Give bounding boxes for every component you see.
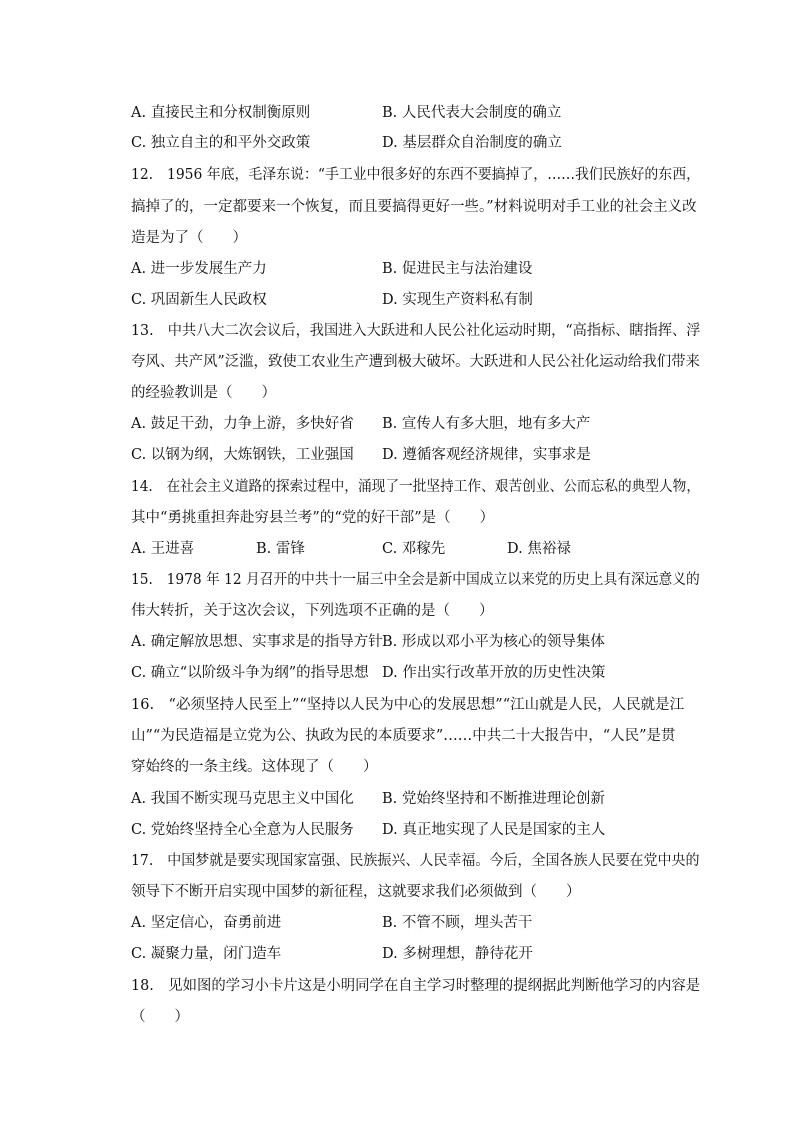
q17-option-b[interactable]: B. 不管不顾，埋头苦干 — [382, 915, 533, 931]
q14-stem-line-1: 14. 在社会主义道路的探索过程中，涌现了一批坚持工作、艰苦创业、公而忘私的典型人物， — [131, 479, 701, 495]
q15-option-a[interactable]: A. 确定解放思想、实事求是的指导方针 — [131, 634, 383, 650]
q14-option-c[interactable]: C. 邓稼先 — [382, 541, 446, 557]
q16-stem-line-1: 16. “必须坚持人民至上”“坚持以人民为中心的发展思想”“江山就是人民，人民就是江 — [131, 697, 685, 713]
q16-stem-line-2: 山”“为民造福是立党为公、执政为民的本质要求”……中共二十大报告中，“人民”是贯 — [131, 728, 676, 744]
q11-option-d[interactable]: D. 基层群众自治制度的确立 — [382, 135, 562, 151]
q12-option-c[interactable]: C. 巩固新生人民政权 — [131, 292, 267, 308]
q13-option-b[interactable]: B. 宣传人有多大胆，地有多大产 — [382, 416, 591, 432]
q11-option-a[interactable]: A. 直接民主和分权制衡原则 — [131, 105, 311, 121]
q16-stem-line-3: 穿始终的一条主线。这体现了（ ） — [131, 759, 378, 775]
q13-stem-line-1: 13. 中共八大二次会议后，我国进入大跃进和人民公社化运动时期，“高指标、瞎指挥、浮 — [131, 323, 701, 339]
q17-option-a[interactable]: A. 坚定信心，奋勇前进 — [131, 915, 282, 931]
q15-stem-line-2: 伟大转折，关于这次会议，下列选项不正确的是（ ） — [131, 603, 494, 619]
q14-option-a[interactable]: A. 王进喜 — [131, 541, 195, 557]
q13-option-d[interactable]: D. 遵循客观经济规律，实事求是 — [382, 447, 591, 463]
q15-option-b[interactable]: B. 形成以邓小平为核心的领导集体 — [382, 634, 605, 650]
q13-option-a[interactable]: A. 鼓足干劲，力争上游，多快好省 — [131, 416, 354, 432]
q16-option-a[interactable]: A. 我国不断实现马克思主义中国化 — [131, 791, 354, 807]
q11-option-b[interactable]: B. 人民代表大会制度的确立 — [382, 105, 562, 121]
q16-option-c[interactable]: C. 党始终坚持全心全意为人民服务 — [131, 822, 354, 838]
q14-stem-line-2: 其中“勇挑重担奔赴穷县兰考”的“党的好干部”是（ ） — [131, 510, 495, 526]
q15-option-d[interactable]: D. 作出实行改革开放的历史性决策 — [382, 665, 606, 681]
q17-stem-line-2: 领导下不断开启实现中国梦的新征程，这就要求我们必须做到（ ） — [131, 884, 581, 900]
q18-stem-line-2: （ ） — [131, 1009, 189, 1025]
q14-option-b[interactable]: B. 雷锋 — [256, 541, 305, 557]
q12-stem-line-1: 12. 1956 年底，毛泽东说：“手工业中很多好的东西不要搞掉了，……我们民族好的东西， — [131, 167, 700, 183]
q17-option-d[interactable]: D. 多树理想，静待花开 — [382, 946, 533, 962]
q12-option-d[interactable]: D. 实现生产资料私有制 — [382, 292, 533, 308]
q16-option-b[interactable]: B. 党始终坚持和不断推进理论创新 — [382, 791, 605, 807]
q12-option-a[interactable]: A. 进一步发展生产力 — [131, 261, 267, 277]
q18-stem-line-1: 18. 见如图的学习小卡片这是小明同学在自主学习时整理的提纲据此判断他学习的内容是 — [131, 978, 701, 994]
q13-stem-line-3: 的经验教训是（ ） — [131, 385, 276, 401]
q12-stem-line-3: 造是为了（ ） — [131, 230, 247, 246]
q12-option-b[interactable]: B. 促进民主与法治建设 — [382, 261, 533, 277]
q15-option-c[interactable]: C. 确立“以阶级斗争为纲”的指导思想 — [131, 665, 369, 681]
q17-stem-line-1: 17. 中国梦就是要实现国家富强、民族振兴、人民幸福。今后，全国各族人民要在党中央的 — [131, 853, 700, 869]
q16-option-d[interactable]: D. 真正地实现了人民是国家的主人 — [382, 822, 606, 838]
q13-stem-line-2: 夸风、共产风”泛滥，致使工农业生产遭到极大破坏。大跃进和人民公社化运动给我们带来 — [131, 354, 700, 370]
q13-option-c[interactable]: C. 以钢为纲，大炼钢铁，工业强国 — [131, 447, 354, 463]
q12-stem-line-2: 搞掉了的，一定都要来一个恢复，而且要搞得更好一些。”材料说明对手工业的社会主义改 — [131, 199, 697, 215]
q15-stem-line-1: 15. 1978 年 12 月召开的中共十一届三中全会是新中国成立以来党的历史上具有深远意义的 — [131, 572, 700, 588]
q14-option-d[interactable]: D. 焦裕禄 — [507, 541, 571, 557]
q11-option-c[interactable]: C. 独立自主的和平外交政策 — [131, 135, 311, 151]
q17-option-c[interactable]: C. 凝聚力量，闭门造车 — [131, 946, 282, 962]
